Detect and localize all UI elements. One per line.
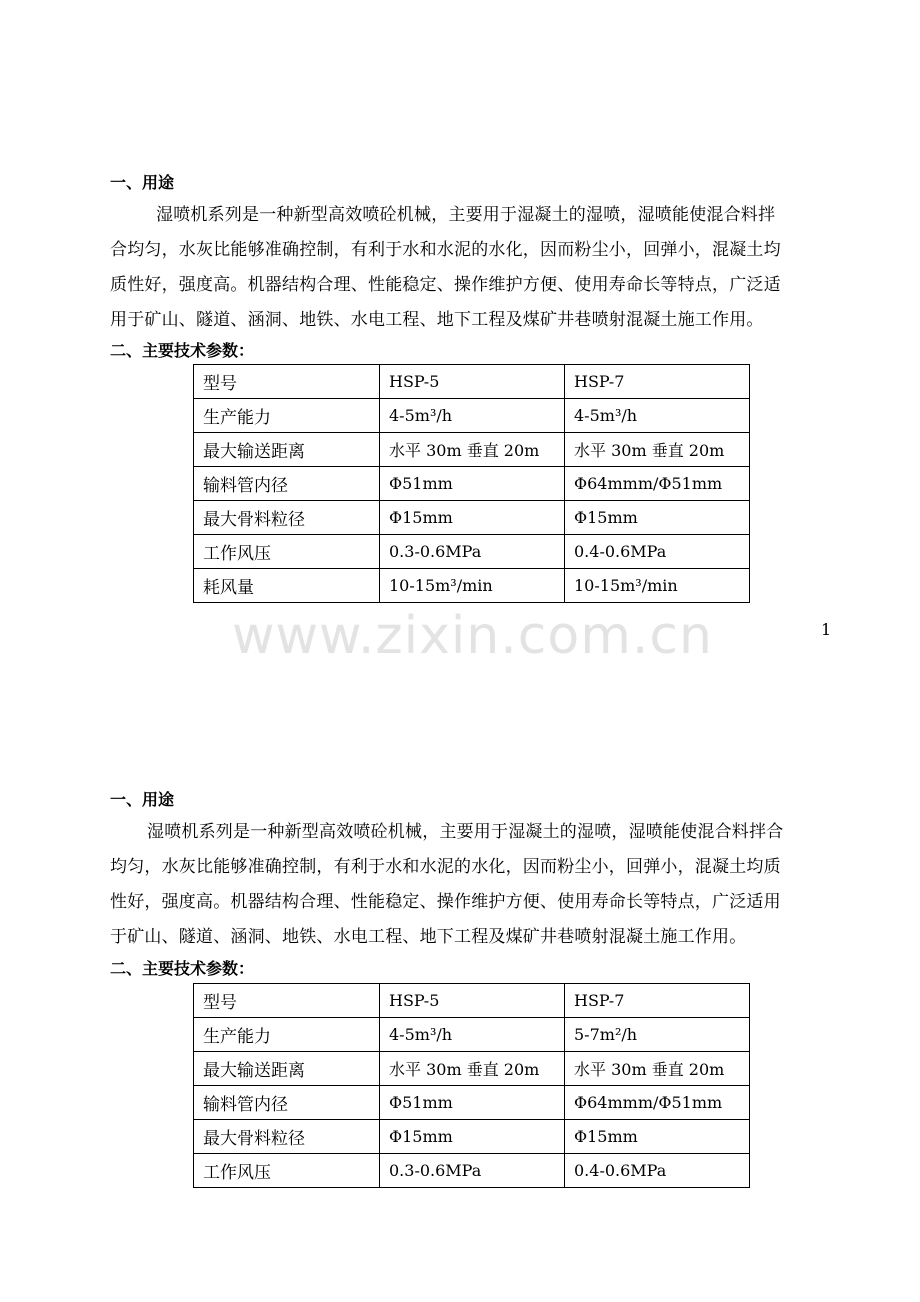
table-cell: Φ15mm [380, 501, 565, 535]
table-row [194, 1052, 750, 1086]
table-cell: 10-15m³/min [565, 569, 750, 603]
heading-use: 一、用途 [110, 790, 175, 809]
table-cell: 4-5m³/h [380, 1018, 565, 1052]
table-row [194, 1120, 750, 1154]
table-cell: 型号 [194, 984, 380, 1018]
table-cell: Φ51mm [380, 1086, 565, 1120]
table-cell: Φ15mm [565, 1120, 750, 1154]
table-row [194, 365, 750, 399]
table-cell: 生产能力 [194, 1018, 380, 1052]
table-cell: 耗风量 [194, 569, 380, 603]
table-cell: HSP-7 [565, 365, 750, 399]
table-row [194, 501, 750, 535]
spec-table [193, 983, 750, 1188]
table-row [194, 467, 750, 501]
paragraph-line: 均匀，水灰比能够准确控制，有利于水和水泥的水化，因而粉尘小，回弹小，混凝土均质 [110, 857, 781, 877]
table-row [194, 433, 750, 467]
table-cell: HSP-5 [380, 365, 565, 399]
table-cell: 最大输送距离 [194, 433, 380, 467]
table-cell: 0.3-0.6MPa [380, 535, 565, 569]
table-row [194, 399, 750, 433]
table-row [194, 535, 750, 569]
table-cell: 0.4-0.6MPa [565, 1154, 750, 1188]
table-cell: Φ51mm [380, 467, 565, 501]
heading-params: 二、主要技术参数： [110, 341, 255, 360]
table-cell: 水平 30m 垂直 20m [380, 1052, 565, 1086]
table-cell: Φ64mmm/Φ51mm [565, 1086, 750, 1120]
table-cell: HSP-5 [380, 984, 565, 1018]
paragraph-line: 性好，强度高。机器结构合理、性能稳定、操作维护方便、使用寿命长等特点，广泛适用 [110, 892, 781, 912]
table-cell: 4-5m³/h [565, 399, 750, 433]
table-row [194, 1154, 750, 1188]
table-cell: 型号 [194, 365, 380, 399]
table-cell: 10-15m³/min [380, 569, 565, 603]
paragraph-line: 用于矿山、隧道、涵洞、地铁、水电工程、地下工程及煤矿井巷喷射混凝土施工作用。 [110, 310, 764, 330]
spec-table [193, 364, 750, 603]
paragraph-line: 合均匀，水灰比能够准确控制，有利于水和水泥的水化，因而粉尘小，回弹小，混凝土均 [110, 240, 781, 260]
table-cell: Φ15mm [380, 1120, 565, 1154]
table-row [194, 569, 750, 603]
table-cell: 5-7m²/h [565, 1018, 750, 1052]
table-cell: 输料管内径 [194, 1086, 380, 1120]
table-cell: 生产能力 [194, 399, 380, 433]
table-cell: 水平 30m 垂直 20m [380, 433, 565, 467]
table-cell: 0.3-0.6MPa [380, 1154, 565, 1188]
table-row [194, 984, 750, 1018]
table-row [194, 1018, 750, 1052]
table-cell: 工作风压 [194, 1154, 380, 1188]
table-cell: 4-5m³/h [380, 399, 565, 433]
table-cell: 工作风压 [194, 535, 380, 569]
table-cell: 水平 30m 垂直 20m [565, 433, 750, 467]
heading-use: 一、用途 [110, 173, 175, 192]
watermark: www.zixin.com.cn [232, 606, 713, 666]
table-cell: 最大骨料粒径 [194, 1120, 380, 1154]
table-cell: HSP-7 [565, 984, 750, 1018]
table-cell: 0.4-0.6MPa [565, 535, 750, 569]
table-cell: 输料管内径 [194, 467, 380, 501]
paragraph-line: 湿喷机系列是一种新型高效喷砼机械，主要用于湿凝土的湿喷，湿喷能使混合料拌 [156, 205, 776, 225]
paragraph-line: 质性好，强度高。机器结构合理、性能稳定、操作维护方便、使用寿命长等特点，广泛适 [110, 275, 781, 295]
table-row [194, 1086, 750, 1120]
table-cell: 最大输送距离 [194, 1052, 380, 1086]
table-cell: 最大骨料粒径 [194, 501, 380, 535]
page-number: 1 [821, 620, 832, 639]
paragraph-line: 湿喷机系列是一种新型高效喷砼机械，主要用于湿凝土的湿喷，湿喷能使混合料拌合 [147, 822, 784, 842]
heading-params: 二、主要技术参数： [110, 959, 255, 978]
table-cell: Φ64mmm/Φ51mm [565, 467, 750, 501]
table-cell: Φ15mm [565, 501, 750, 535]
paragraph-line: 于矿山、隧道、涵洞、地铁、水电工程、地下工程及煤矿井巷喷射混凝土施工作用。 [110, 927, 747, 947]
table-cell: 水平 30m 垂直 20m [565, 1052, 750, 1086]
